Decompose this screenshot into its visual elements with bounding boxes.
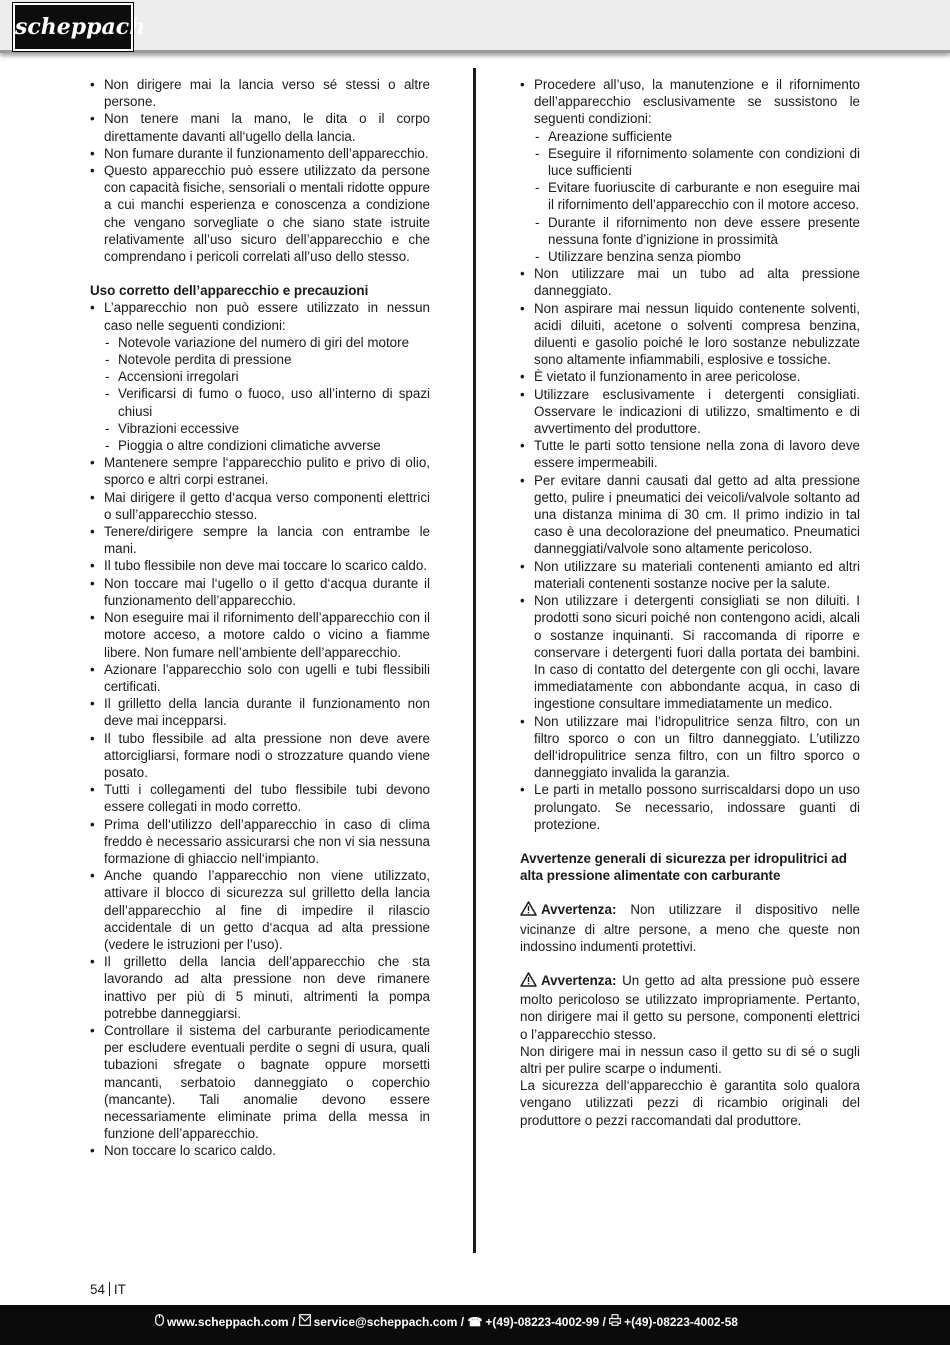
left-column [90,76,430,1160]
list-item: • È vietato il funzionamento in aree pericolose. [520,368,860,385]
list-item: • Non aspirare mai nessun liquido contenente solventi, acidi diluiti, acetone o solventi compresa benzina, diluenti e gasolio poiché le loro sostanze nebulizzate sono altamente infiammabili, esplosive e tossiche. [520,300,860,369]
list-item [520,76,860,265]
warning-paragraph [520,972,860,1043]
phone-icon: ☎ [467,1315,483,1329]
list-item: • Il tubo flessibile non deve mai toccare lo scarico caldo. [90,557,430,574]
condition-dash-list [104,334,430,454]
warning-label: Avvertenza: [541,902,617,918]
page-number-separator [109,1282,110,1296]
mail-icon [299,1305,311,1339]
dash-item: - Verificarsi di fumo o fuoco, uso all’interno di spazi chiusi [104,385,430,419]
warning-triangle-icon [520,901,537,920]
footer-phone: +(49)-08223-4002-99 [485,1315,600,1329]
brand-logo: scheppach [13,3,133,51]
footer-website-link[interactable]: www.scheppach.com [167,1315,289,1329]
list-item: • Tenere/dirigere sempre la lancia con entrambe le mani. [90,523,430,557]
dash-item: - Vibrazioni eccessive [104,420,430,437]
dash-item: - Accensioni irregolari [104,368,430,385]
list-item: • Controllare il sistema del carburante periodicamente per escludere eventuali perdite o segni di usura, quali tubazioni sfregate o bagnate oppure morsetti mancanti, serbatoio danneggiato o coperchio (mancante). Tali anomalie devono essere necessariamente eliminate prima della messa in funzione dell’apparecchio. [90,1022,430,1142]
list-item: • Anche quando l’apparecchio non viene utilizzato, attivare il blocco di sicurezza sul grilletto della lancia dell’apparecchio al fine di impedire il rilascio accidentale di un getto d‘acqua ad alta pressione (vedere le istruzioni per l’uso). [90,867,430,953]
warning-label: Avvertenza: [541,972,617,988]
page-number [90,1282,126,1297]
dash-item: - Evitare fuoriuscite di carburante e non eseguire mai il rifornimento dell’apparecchio con il motore acceso. [534,179,860,213]
list-item [90,299,430,454]
list-item: • Mantenere sempre l‘apparecchio pulito e privo di olio, sporco e altri corpi estranei. [90,454,430,488]
list-item: • Tutte le parti sotto tensione nella zona di lavoro deve essere impermeabili. [520,437,860,471]
list-item: • Tutti i collegamenti del tubo flessibile tubi devono essere collegati in modo corretto. [90,781,430,815]
footer-contacts [155,1305,738,1339]
list-item-text: L’apparecchio non può essere utilizzato in nessun caso nelle seguenti condizioni: [104,300,430,333]
column-divider [473,68,476,1253]
section-heading: Uso corretto dell’apparecchio e precauzioni [90,283,369,299]
list-item: • Il grilletto della lancia dell’apparecchio che sta lavorando ad alta pressione non deve rimanere inattivo per più di 5 minuti, altrimenti la pompa potrebbe danneggiarsi. [90,953,430,1022]
list-item: • Non utilizzare mai un tubo ad alta pressione danneggiato. [520,265,860,299]
footer-separator: / [460,1315,465,1329]
list-item: • Non eseguire mai il rifornimento dell’apparecchio con il motore acceso, a motore caldo o vicino a fiamme libere. Non fumare nell’ambiente dell’apparecchio. [90,609,430,661]
list-item: • Non utilizzare su materiali contenenti amianto ed altri materiali contenenti sostanze nocive per la salute. [520,558,860,592]
mouse-icon [155,1305,164,1339]
dash-item: - Notevole variazione del numero di giri del motore [104,334,430,351]
list-item: • Non utilizzare i detergenti consigliati se non diluiti. I prodotti sono sicuri poiché non contengono acidi, alcali o sostanze inquinanti. Si raccomanda di riporre e conservare i detergenti fuori dalla portata dei bambini. In caso di contatto del detergente con gli occhi, lavare immediatamente con abbondante acqua, in caso di ingestione consultare immediatamente un medico. [520,592,860,712]
body-paragraph: La sicurezza dell‘apparecchio è garantita solo qualora vengano utilizzati pezzi di ricambio originali del produttore o pezzi raccomandati dal produttore. [520,1078,860,1128]
list-item: • Per evitare danni causati dal getto ad alta pressione getto, pulire i pneumatici dei veicoli/valvole soltanto ad una distanza minima di 30 cm. Il primo indizio in tal caso è una decolorazione del pneumatico. Pneumatici danneggiati/valvole sono altamente pericoloso. [520,472,860,558]
list-item: • Utilizzare esclusivamente i detergenti consigliati. Osservare le indicazioni di utilizzo, smaltimento e di avvertimento del produttore. [520,386,860,438]
spacer [520,884,860,901]
page-language: IT [113,1282,126,1297]
list-item: • Non utilizzare mai l’idropulitrice senza filtro, con un filtro sporco o con un filtro danneggiato. L’utilizzo dell‘idropulitrice senza filtro, con un filtro sporco o danneggiato invalida la garanzia. [520,713,860,782]
warning-triangle-icon [520,972,537,991]
usage-bullet-list [90,299,430,1159]
footer-bar [0,1305,950,1345]
list-item: • Questo apparecchio può essere utilizzato da persone con capacità fisiche, sensoriali o mentali ridotte oppure a cui manchi esperienza e conoscenza a condizione che vengano sorvegliate o che siano state istruite relativamente all’uso sicuro dell’apparecchio e che comprendano i pericoli correlati all’uso dello stesso. [90,162,430,265]
header-bar [0,0,950,53]
footer-separator: / [291,1315,296,1329]
list-item: • Non toccare lo scarico caldo. [90,1142,430,1159]
dash-item: - Durante il rifornimento non deve essere presente nessuna fonte d’ignizione in prossimità [534,214,860,248]
intro-bullet-list [90,76,430,265]
section-heading: Avvertenze generali di sicurezza per idropulitrici ad alta pressione alimentate con carburante [520,850,847,884]
dash-item: - Utilizzare benzina senza piombo [534,248,860,265]
list-item: • Il tubo flessibile ad alta pressione non deve avere attorcigliarsi, formare nodi o strozzature quando viene posato. [90,730,430,782]
list-item-text: Procedere all’uso, la manutenzione e il rifornimento dell’apparecchio esclusivamente se sussistono le seguenti condizioni: [534,77,860,127]
operation-bullet-list [520,76,860,833]
page-number-value: 54 [90,1282,105,1297]
spacer [520,955,860,972]
list-item: • Non toccare mai l‘ugello o il getto d‘acqua durante il funzionamento dell’apparecchio. [90,575,430,609]
dash-item: - Notevole perdita di pressione [104,351,430,368]
list-item: • Il grilletto della lancia durante il funzionamento non deve mai incepparsi. [90,695,430,729]
list-item: • Non tenere mani la mano, le dita o il corpo direttamente davanti all‘ugello della lancia. [90,110,430,144]
body-paragraph: Non dirigere mai in nessun caso il getto su di sé o sugli altri per pulire scarpe o indumenti. [520,1043,860,1076]
list-item: • Prima dell‘utilizzo dell’apparecchio in caso di clima freddo è necessario assicurarsi che non vi sia nessuna formazione di ghiaccio nell‘impianto. [90,816,430,868]
dash-item: - Areazione sufficiente [534,128,860,145]
footer-fax: +(49)-08223-4002-58 [624,1315,738,1329]
dash-item: - Pioggia o altre condizioni climatiche avverse [104,437,430,454]
warning-text: Non utilizzare il dispositivo nelle vicinanze di altre persone, a meno che queste non indossino indumenti protettivi. [520,902,860,954]
list-item: • Non fumare durante il funzionamento dell’apparecchio. [90,145,430,162]
warning-text: Un getto ad alta pressione può essere molto pericoloso se utilizzato impropriamente. Pertanto, non dirigere mai il getto su persone, componenti elettrici o l’apparecchio stesso. [520,972,860,1042]
footer-separator: / [602,1315,606,1329]
footer-email-link[interactable]: service@scheppach.com [313,1315,458,1329]
list-item: • Mai dirigere il getto d‘acqua verso componenti elettrici o sull’apparecchio stesso. [90,489,430,523]
list-item: • Non dirigere mai la lancia verso sé stessi o altre persone. [90,76,430,110]
dash-item: - Eseguire il rifornimento solamente con condizioni di luce sufficienti [534,145,860,179]
list-item: • Le parti in metallo possono surriscaldarsi dopo un uso prolungato. Se necessario, indossare guanti di protezione. [520,781,860,833]
list-item: • Azionare l’apparecchio solo con ugelli e tubi flessibili certificati. [90,661,430,695]
warning-paragraph [520,901,860,955]
requirement-dash-list [534,128,860,266]
right-column [520,76,860,1129]
fax-icon [609,1305,621,1339]
